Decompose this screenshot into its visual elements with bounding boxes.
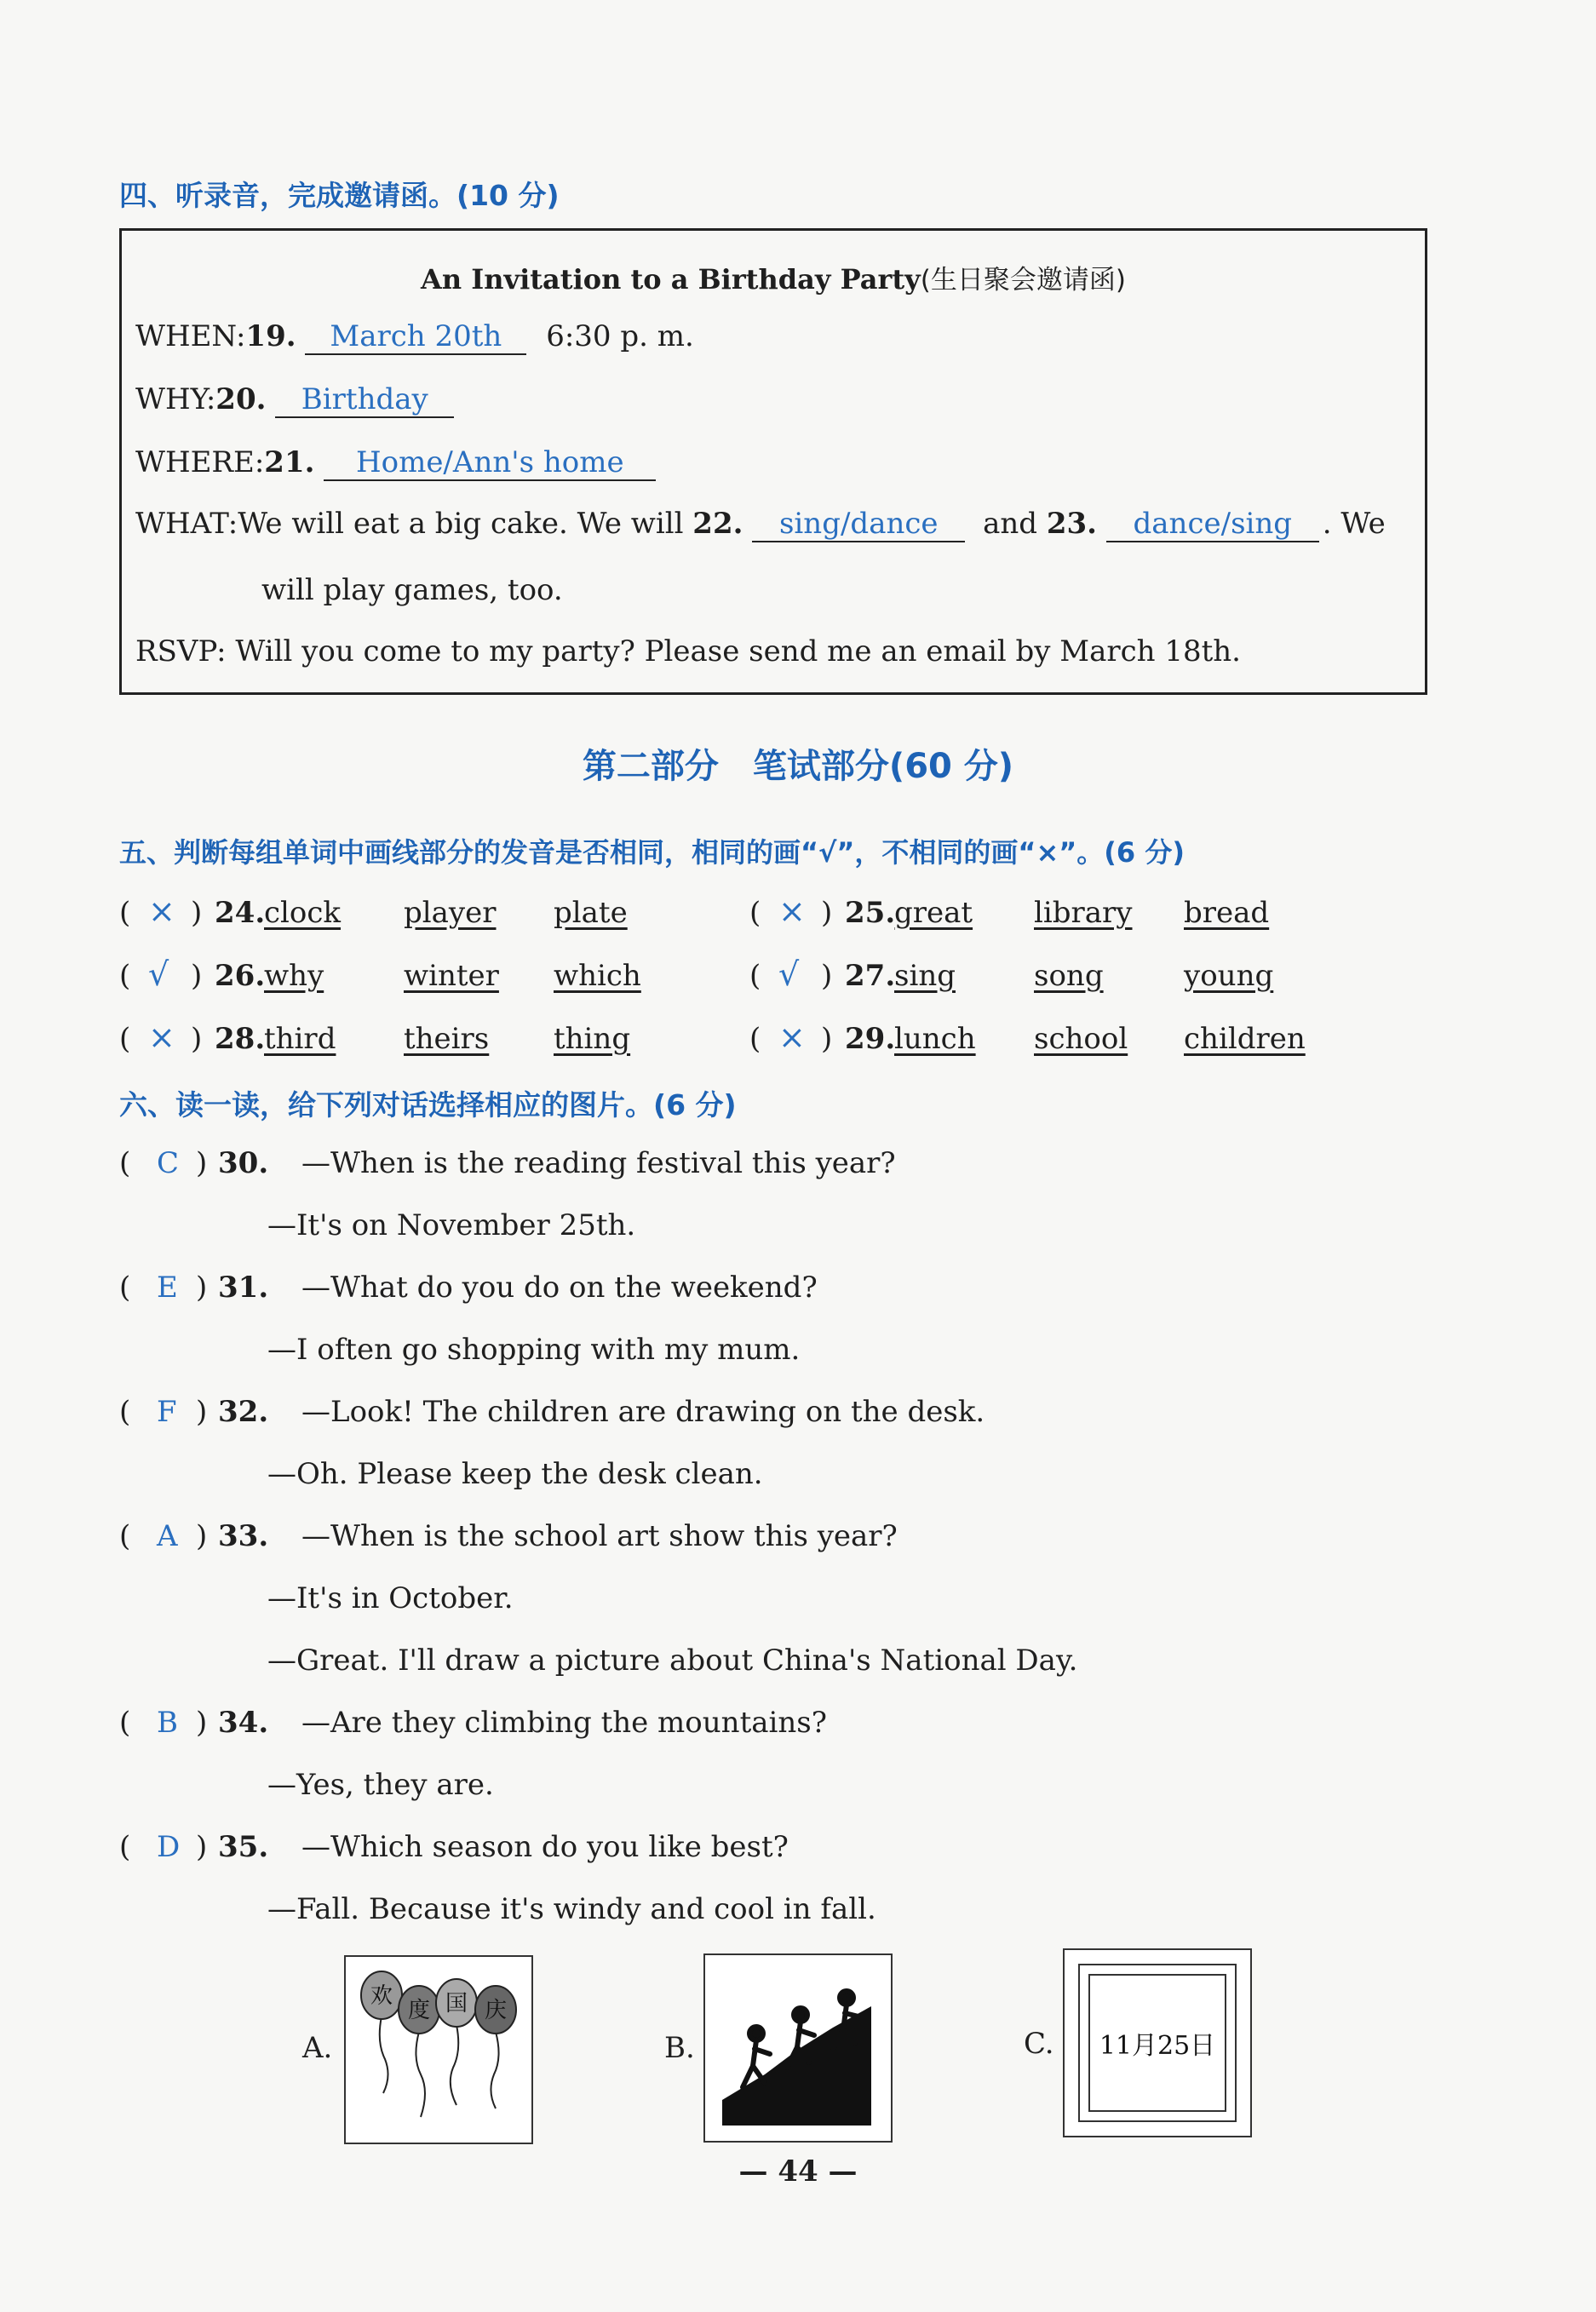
q30-line-2: —It's on November 25th. — [267, 1208, 636, 1242]
pic-b-climbers — [703, 1953, 893, 2143]
word-3-4: thing — [554, 1022, 631, 1056]
word-2-0: player — [404, 896, 497, 930]
answer-paren-5: ( — [749, 1022, 761, 1056]
q32-paren-open: ( — [119, 1395, 131, 1429]
climbers-icon — [705, 1955, 891, 2141]
q31-num: 31. — [218, 1271, 269, 1305]
q19-num: 19. — [245, 319, 296, 353]
q20-num: 20. — [215, 382, 267, 416]
calendar-date: 11月25日 — [1088, 1974, 1226, 2112]
item-num-1: 25. — [845, 896, 896, 930]
word-3-1: bread — [1184, 896, 1270, 930]
why-row — [135, 382, 454, 418]
q33-paren-close: ) — [196, 1519, 208, 1553]
pic-c-label: C. — [1024, 2027, 1054, 2061]
q34-paren-close: ) — [196, 1706, 208, 1740]
q30-line-1: —When is the reading festival this year? — [301, 1146, 896, 1180]
answer-paren-close-2: ) — [191, 959, 203, 993]
answer-mark-5: × — [778, 1018, 806, 1056]
invitation-title-cn: (生日聚会邀请函) — [920, 265, 1126, 295]
word-1-4: third — [264, 1022, 336, 1056]
item-num-5: 29. — [845, 1022, 896, 1056]
page-number: — 44 — — [738, 2154, 858, 2189]
answer-paren-close-1: ) — [821, 896, 833, 930]
word-2-2: winter — [404, 959, 499, 993]
invitation-title — [122, 258, 1425, 296]
q31-paren-open: ( — [119, 1271, 131, 1305]
word-2-1: library — [1034, 896, 1133, 930]
q33-num: 33. — [218, 1519, 269, 1553]
q23-answer: dance/sing — [1106, 507, 1319, 542]
item-num-0: 24. — [215, 896, 266, 930]
balloons-icon — [346, 1957, 531, 2143]
q32-paren-close: ) — [196, 1395, 208, 1429]
word-2-3: song — [1034, 959, 1104, 993]
what-row — [135, 507, 1386, 542]
q32-num: 32. — [218, 1395, 269, 1429]
q32-answer: F — [157, 1395, 177, 1429]
answer-mark-4: × — [148, 1018, 175, 1056]
q22-answer: sing/dance — [752, 507, 965, 542]
word-1-1: great — [894, 896, 973, 930]
q35-paren-close: ) — [196, 1830, 208, 1864]
q33-paren-open: ( — [119, 1519, 131, 1553]
q19-answer: March 20th — [305, 319, 526, 355]
word-3-0: plate — [554, 896, 628, 930]
item-num-3: 27. — [845, 959, 896, 993]
where-label: WHERE: — [135, 445, 265, 479]
q33-line-1: —When is the school art show this year? — [301, 1519, 898, 1553]
answer-mark-0: × — [148, 892, 175, 930]
q30-paren-close: ) — [196, 1146, 208, 1180]
answer-mark-1: × — [778, 892, 806, 930]
balloon-char-3: 国 — [445, 1991, 468, 2017]
q30-paren-open: ( — [119, 1146, 131, 1180]
q30-answer: C — [157, 1146, 180, 1180]
answer-mark-3: √ — [778, 955, 800, 993]
answer-paren-close-5: ) — [821, 1022, 833, 1056]
q34-line-1: —Are they climbing the mountains? — [301, 1706, 827, 1740]
answer-paren-close-0: ) — [191, 896, 203, 930]
pic-a-label: A. — [302, 2031, 333, 2065]
answer-paren-0: ( — [119, 896, 131, 930]
answer-paren-3: ( — [749, 959, 761, 993]
section6-heading: 六、读一读，给下列对话选择相应的图片。(6 分) — [119, 1088, 737, 1122]
q34-num: 34. — [218, 1706, 269, 1740]
q34-line-2: —Yes, they are. — [267, 1768, 494, 1802]
when-row — [135, 319, 694, 355]
why-label: WHY: — [135, 382, 216, 416]
rsvp-row: RSVP: Will you come to my party? Please send me an email by March 18th. — [135, 634, 1241, 668]
when-label: WHEN: — [135, 319, 246, 353]
q35-line-2: —Fall. Because it's windy and cool in fall. — [267, 1892, 876, 1926]
word-3-2: which — [554, 959, 641, 993]
word-3-5: children — [1184, 1022, 1306, 1056]
balloon-char-1: 欢 — [370, 1983, 393, 2009]
q23-num: 23. — [1046, 507, 1097, 541]
answer-mark-2: √ — [148, 955, 169, 993]
q21-num: 21. — [264, 445, 315, 479]
q35-line-1: —Which season do you like best? — [301, 1830, 789, 1864]
invitation-box — [119, 228, 1427, 695]
word-1-3: sing — [894, 959, 956, 993]
what-tail: . We — [1322, 507, 1386, 541]
q35-paren-open: ( — [119, 1830, 131, 1864]
q33-answer: A — [157, 1519, 178, 1553]
pic-b-label: B. — [664, 2031, 695, 2065]
q33-line-3: —Great. I'll draw a picture about China's National Day. — [267, 1644, 1078, 1678]
word-1-0: clock — [264, 896, 342, 930]
pic-c-calendar — [1063, 1948, 1252, 2137]
word-1-5: lunch — [894, 1022, 976, 1056]
q32-line-2: —Oh. Please keep the desk clean. — [267, 1457, 763, 1491]
section5-heading: 五、判断每组单词中画线部分的发音是否相同，相同的画“√”，不相同的画“×”。(6 分) — [119, 836, 1185, 869]
word-1-2: why — [264, 959, 324, 993]
answer-paren-1: ( — [749, 896, 761, 930]
section4-heading: 四、听录音，完成邀请函。(10 分) — [119, 179, 560, 212]
answer-paren-2: ( — [119, 959, 131, 993]
q30-num: 30. — [218, 1146, 269, 1180]
word-2-4: theirs — [404, 1022, 490, 1056]
what-row2: will play games, too. — [261, 573, 563, 607]
q35-answer: D — [157, 1830, 181, 1864]
q31-line-2: —I often go shopping with my mum. — [267, 1333, 801, 1367]
what-and: and — [983, 507, 1038, 541]
calendar-outer-frame — [1078, 1964, 1237, 2122]
answer-paren-4: ( — [119, 1022, 131, 1056]
where-row — [135, 445, 656, 481]
q32-line-1: —Look! The children are drawing on the desk. — [301, 1395, 985, 1429]
pic-a-balloons — [344, 1955, 533, 2144]
balloon-char-2: 度 — [407, 1998, 431, 2023]
balloon-char-4: 庆 — [484, 1998, 508, 2023]
q31-line-1: —What do you do on the weekend? — [301, 1271, 818, 1305]
item-num-2: 26. — [215, 959, 266, 993]
what-text: We will eat a big cake. We will — [238, 507, 684, 541]
q20-answer: Birthday — [275, 382, 454, 418]
answer-paren-close-4: ) — [191, 1022, 203, 1056]
part2-title: 第二部分 笔试部分(60 分) — [582, 747, 1014, 786]
q31-answer: E — [157, 1271, 178, 1305]
q35-num: 35. — [218, 1830, 269, 1864]
q21-answer: Home/Ann's home — [324, 445, 656, 481]
q34-paren-open: ( — [119, 1706, 131, 1740]
q22-num: 22. — [692, 507, 743, 541]
what-label: WHAT: — [135, 507, 238, 541]
q33-line-2: —It's in October. — [267, 1581, 514, 1615]
invitation-title-en: An Invitation to a Birthday Party — [421, 263, 921, 295]
answer-paren-close-3: ) — [821, 959, 833, 993]
when-time: 6:30 p. m. — [546, 319, 694, 353]
word-2-5: school — [1034, 1022, 1128, 1056]
word-3-3: young — [1184, 959, 1274, 993]
item-num-4: 28. — [215, 1022, 266, 1056]
q31-paren-close: ) — [196, 1271, 208, 1305]
q34-answer: B — [157, 1706, 178, 1740]
